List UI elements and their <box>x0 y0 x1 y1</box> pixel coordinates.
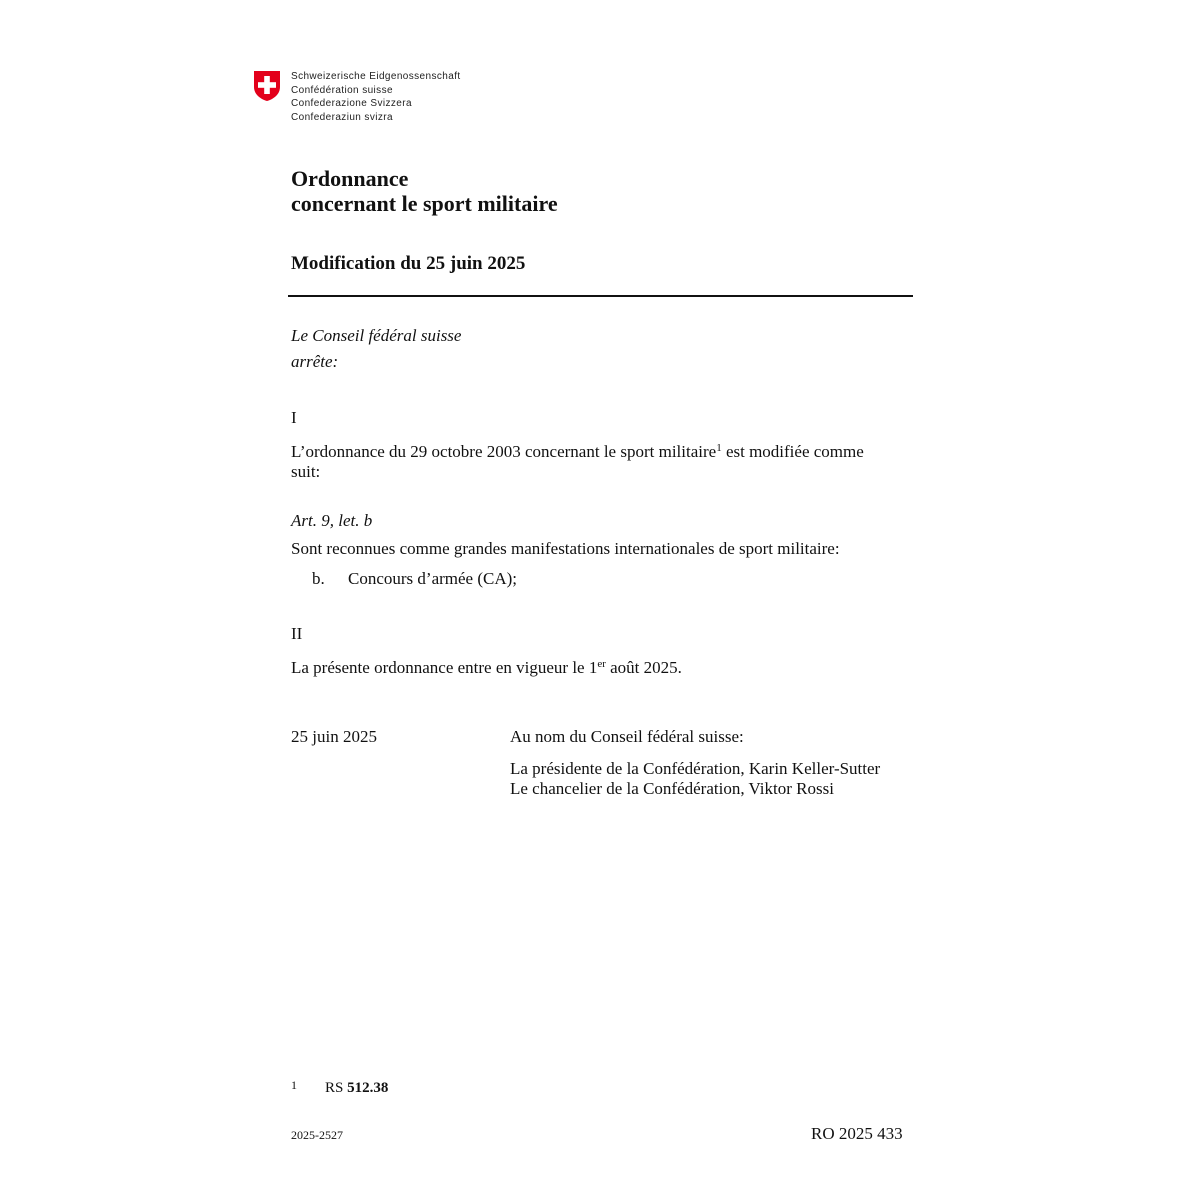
confederation-name-it: Confederazione Svizzera <box>291 98 412 109</box>
footnote-reference[interactable]: 1 <box>716 442 722 454</box>
section-2-paragraph <box>291 658 682 678</box>
signature-president: La présidente de la Confédération, Karin Keller-Sutter <box>510 759 881 778</box>
preamble-authority: Le Conseil fédéral suisse <box>291 326 462 345</box>
title-line-1: Ordonnance <box>291 166 409 191</box>
signature-date: 25 juin 2025 <box>291 727 377 746</box>
confederation-name-rm: Confederaziun svizra <box>291 111 393 123</box>
footnote-reference-number: 512.38 <box>347 1080 389 1096</box>
section-numeral-2: II <box>291 624 303 643</box>
header-divider <box>288 295 913 297</box>
section-1-text-part-2: est modifiée comme <box>721 442 864 461</box>
signature-on-behalf: Au nom du Conseil fédéral suisse: <box>510 727 744 746</box>
section-numeral-1: I <box>291 408 297 427</box>
preamble-verb: arrête: <box>291 352 339 371</box>
section-1-text-part-1: L’ordonnance du 29 octobre 2003 concernant le sport militaire <box>291 442 717 461</box>
document-title <box>291 166 558 216</box>
article-intro: Sont reconnues comme grandes manifestations internationales de sport militaire: <box>291 539 840 558</box>
confederation-names <box>291 70 461 124</box>
signature-chancellor: Le chancelier de la Confédération, Viktor Rossi <box>510 779 834 798</box>
section-1-paragraph-line-2: suit: <box>291 462 321 481</box>
confederation-name-de: Schweizerische Eidgenossenschaft <box>291 71 461 82</box>
article-heading: Art. 9, let. b <box>291 511 373 530</box>
footnote-prefix: RS <box>325 1080 348 1096</box>
ordinal-superscript: er <box>597 658 606 670</box>
list-item-text: Concours d’armée (CA); <box>348 569 518 588</box>
modification-date-heading: Modification du 25 juin 2025 <box>291 253 526 274</box>
swiss-cross-icon <box>253 70 281 102</box>
title-line-2: concernant le sport militaire <box>291 191 558 216</box>
section-2-text-part-2: août 2025. <box>605 658 682 677</box>
footer-ro-reference: RO 2025 433 <box>811 1124 903 1143</box>
confederation-name-fr: Confédération suisse <box>291 84 393 96</box>
footer-doc-number: 2025-2527 <box>291 1128 343 1142</box>
footnote-text <box>325 1079 388 1097</box>
section-2-text-part-1: La présente ordonnance entre en vigueur le 1 <box>291 658 598 677</box>
footnote-number: 1 <box>291 1078 297 1092</box>
list-item-letter: b. <box>312 569 325 588</box>
section-1-paragraph-line-1 <box>291 442 864 462</box>
